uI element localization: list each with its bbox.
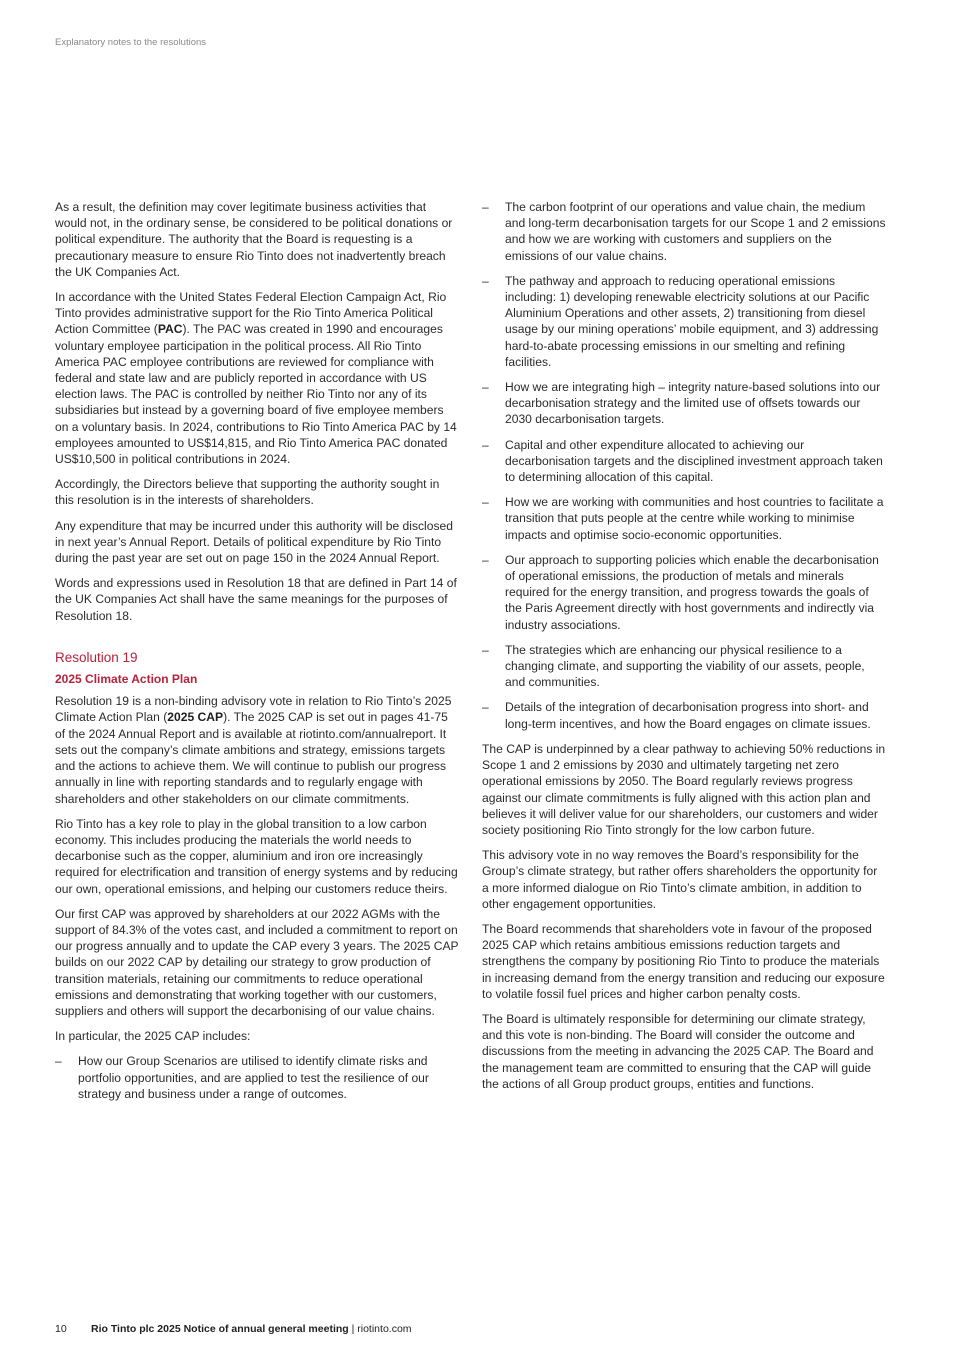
footer-separator: |	[348, 1323, 358, 1335]
paragraph: As a result, the definition may cover legitimate business activities that would not, in the ordinary sense, be considered to be political donations or political expenditure. The authority that the Board is requesting is a precautionary measure to ensure Rio Tinto does not inadvertently breach the UK Companies Act.	[55, 200, 453, 279]
resolution-heading: Resolution 19	[55, 649, 138, 665]
running-header: Explanatory notes to the resolutions	[55, 37, 207, 48]
list-item	[55, 1053, 460, 1102]
paragraph: The Board recommends that shareholders vote in favour of the proposed 2025 CAP which retains ambitious emissions reduction targets and strengthens the company by positioning Rio Tinto to produce the materials in increasing demand from the energy transition and reducing our exposure to volatile fossil fuel prices and higher carbon penalty costs.	[482, 921, 885, 1001]
paragraph: Any expenditure that may be incurred under this authority will be disclosed in next year’s Annual Report. Details of political expenditure by Rio Tinto during the past year are set out on page 150 in the 2024 Annual Report.	[55, 518, 453, 566]
paragraph: The CAP is underpinned by a clear pathway to achieving 50% reductions in Scope 1 and 2 emissions by 2030 and ultimately targeting net zero operational emissions by 2050. The Board regularly reviews progress against our climate commitments is fully aligned with this action plan and believes it will deliver value for our shareholders, our customers and wider society positioning Rio Tinto strongly for the low carbon future.	[482, 741, 886, 837]
document-title: Rio Tinto plc 2025 Notice of annual general meeting	[91, 1323, 349, 1335]
list-item	[482, 552, 887, 633]
list-item	[482, 199, 887, 264]
paragraph: The Board is ultimately responsible for determining our climate strategy, and this vote is non-binding. The Board will consider the outcome and discussions from the meeting in advancing the 2025 CAP. The Board and the management team are committed to ensuring that the CAP will guide the actions of all Group product groups, entities and functions.	[482, 1011, 874, 1091]
dash-bullet-icon: –	[482, 380, 489, 395]
list-item-text: The pathway and approach to reducing operational emissions including: 1) developing renewable electricity solutions at our Pacific Aluminium Operations and other assets, 2) transitioning from diesel usage by our mining operations’ mobile equipment, and 3) addressing hard-to-abate processing emissions in our smelting and refining facilities.	[505, 273, 879, 369]
list-item-text: The strategies which are enhancing our physical resilience to a changing climate, and supporting the viability of our assets, people, and communities.	[505, 642, 865, 690]
list-item-text: How our Group Scenarios are utilised to identify climate risks and portfolio opportunities, and are applied to test the resilience of our strategy and business under a range of outcomes.	[78, 1054, 429, 1101]
paragraph: Rio Tinto has a key role to play in the global transition to a low carbon economy. This includes producing the materials the world needs to decarbonise such as the copper, aluminium and iron ore increasingly required for electrification and transition of energy systems and by reducing our own, operational emissions, and helping our customers reduce theirs.	[55, 816, 458, 896]
paragraph	[55, 289, 460, 467]
dash-bullet-icon: –	[482, 552, 489, 567]
dash-bullet-icon: –	[482, 200, 489, 214]
text: ). The PAC was created in 1990 and encourages voluntary employee participation in the political process. All Rio Tinto America PAC employee contributions are reviewed for compliance with federal and state law and are publicly reported in accordance with US election laws. The PAC is controlled by neither Rio Tinto nor any of its subsidiaries but instead by a governing board of five employee members on a voluntary basis. In 2024, contributions to Rio Tinto America PAC by 14 employees amounted to US$14,815, and Rio Tinto America PAC donated US$10,500 in political contributions in 2024.	[55, 322, 457, 467]
bullet-list	[55, 1053, 460, 1102]
list-item	[482, 273, 887, 370]
paragraph: Our first CAP was approved by shareholders at our 2022 AGMs with the support of 84.3% of the votes cast, and included a commitment to report on our progress annually and to update the CAP every 3 years. The 2025 CAP builds on our 2022 CAP by detailing our strategy to grow production of transition materials, retaining our commitments to reduce operational emissions and demonstrating that working together with our customers, suppliers and others will support the decarbonising of our value chains.	[55, 906, 459, 1018]
list-item	[482, 437, 887, 486]
dash-bullet-icon: –	[482, 273, 489, 288]
page-footer	[55, 1323, 412, 1335]
list-item	[482, 379, 887, 428]
right-column	[482, 199, 887, 1101]
text: ). The 2025 CAP is set out in pages 41-75 of the 2024 Annual Report and is available at riotinto.com/annualreport. It sets out the company’s climate ambitions and strategy, emissions targets and the actions to achieve them. We will continue to publish our progress annually in line with reporting standards and to regularly engage with shareholders and other stakeholders on our climate commitments.	[55, 710, 448, 806]
paragraph: Words and expressions used in Resolution 18 that are defined in Part 14 of the UK Companies Act shall have the same meanings for the purposes of Resolution 18.	[55, 576, 457, 623]
dash-bullet-icon: –	[482, 700, 489, 715]
text: Resolution 19 is a non-binding advisory vote in relation to Rio Tinto’s 2025 Climate Action Plan (	[55, 694, 452, 725]
list-item	[482, 642, 887, 691]
dash-bullet-icon: –	[482, 642, 489, 657]
list-item	[482, 494, 887, 543]
paragraph: This advisory vote in no way removes the Board’s responsibility for the Group’s climate strategy, but rather offers shareholders the opportunity for a more informed dialogue on Rio Tinto’s climate ambition, in addition to other engagement opportunities.	[482, 848, 878, 911]
bold-term: PAC	[157, 322, 183, 337]
dash-bullet-icon: –	[55, 1054, 62, 1069]
list-item-text: How we are working with communities and host countries to facilitate a transition that puts people at the centre while working to minimise impacts and optimise socio-economic opportunities.	[505, 495, 884, 542]
bullet-list	[482, 199, 887, 732]
text: In accordance with the United States Federal Election Campaign Act, Rio Tinto provides administrative support for the Rio Tinto America Political Action Committee (	[55, 290, 447, 337]
list-item-text: Our approach to supporting policies which enable the decarbonisation of operational emissions, the production of metals and minerals required for the energy transition, and progress towards the goals of the Paris Agreement directly with host governments and indirectly via industry associations.	[505, 552, 879, 632]
paragraph: Accordingly, the Directors believe that supporting the authority sought in this resolution is in the interests of shareholders.	[55, 477, 440, 508]
website-link[interactable]: riotinto.com	[357, 1323, 412, 1335]
list-item	[482, 699, 887, 731]
list-item-text: Details of the integration of decarbonisation progress into short- and long-term incentives, and how the Board engages on climate issues.	[505, 700, 871, 731]
dash-bullet-icon: –	[482, 495, 489, 510]
resolution-subheading: 2025 Climate Action Plan	[55, 672, 198, 687]
bold-term: 2025 CAP	[167, 710, 224, 725]
list-item-text: Capital and other expenditure allocated to achieving our decarbonisation targets and the disciplined investment approach taken to determining allocation of this capital.	[505, 437, 883, 485]
page-number: 10	[55, 1323, 67, 1335]
left-column	[55, 199, 460, 1111]
paragraph: In particular, the 2025 CAP includes:	[55, 1029, 251, 1044]
paragraph	[55, 693, 460, 806]
dash-bullet-icon: –	[482, 437, 489, 452]
list-item-text: The carbon footprint of our operations and value chain, the medium and long-term decarbonisation targets for our Scope 1 and 2 emissions and how we are working with customers and suppliers on the emissions of our value chains.	[505, 200, 886, 263]
list-item-text: How we are integrating high – integrity nature-based solutions into our decarbonisation strategy and the limited use of offsets towards our 2030 decarbonisation targets.	[505, 380, 881, 427]
